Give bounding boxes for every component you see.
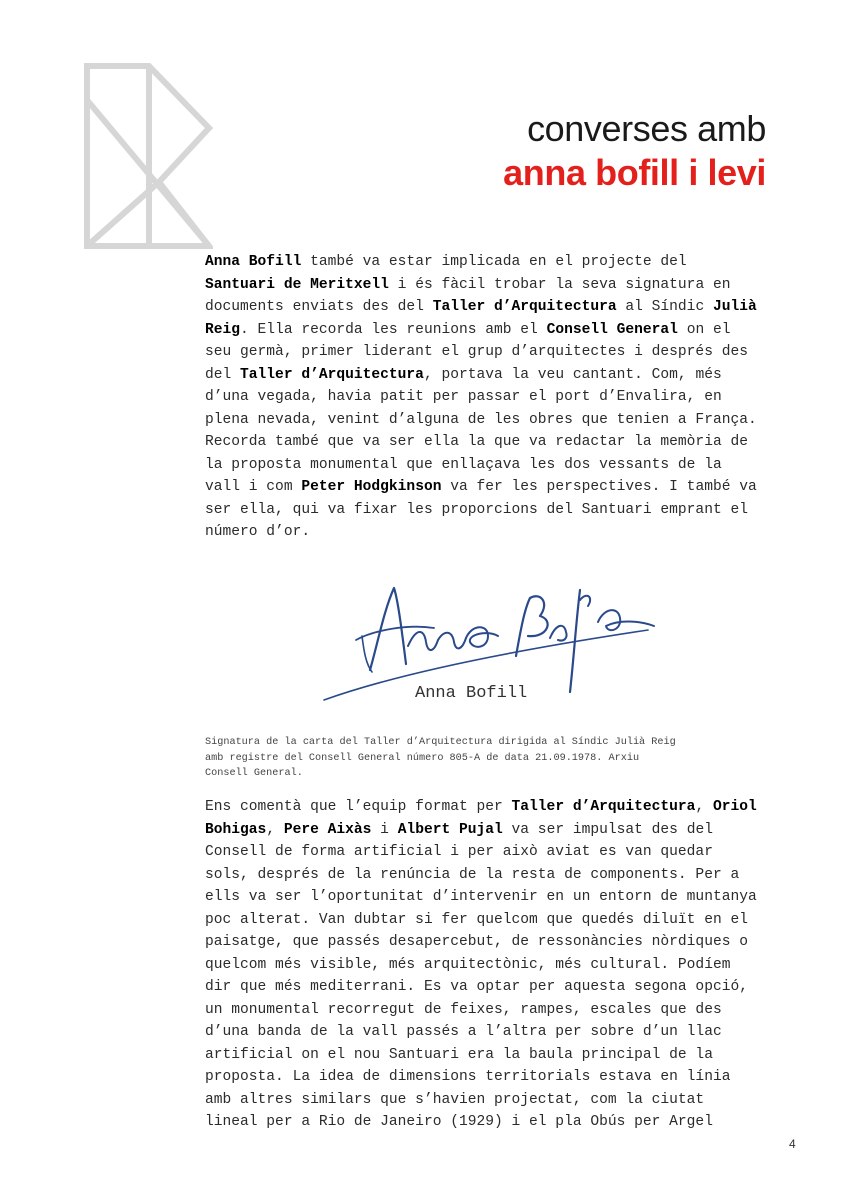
paragraph-line xyxy=(205,886,805,909)
paragraph-line xyxy=(205,1044,805,1067)
paragraph-line xyxy=(205,476,805,499)
text-run: al Síndic xyxy=(616,299,713,315)
paragraph-line xyxy=(205,1111,805,1134)
text-run: Recorda també que va ser ella la que va redactar la memòria de xyxy=(205,434,748,450)
paragraph-line xyxy=(205,864,805,887)
text-run: d’una banda de la vall passés a l’altra per sobre d’un llac xyxy=(205,1024,722,1040)
bold-text: Pere Aixàs xyxy=(283,821,372,838)
paragraph-line xyxy=(205,1066,805,1089)
text-run: artificial on el nou Santuari era la baula principal de la xyxy=(205,1046,713,1063)
text-run: , portava la veu cantant. Com, més xyxy=(423,366,722,383)
paragraph-line xyxy=(205,454,805,477)
paragraph-line xyxy=(205,999,805,1022)
text-run: la proposta monumental que enllaçava les dos vessants de la xyxy=(205,456,722,473)
figure-caption xyxy=(205,735,805,782)
text-run: sols, després de la renúncia de la resta de components. Per a xyxy=(205,866,740,883)
paragraph-line xyxy=(205,409,805,432)
bold-text: Anna Bofill xyxy=(205,254,302,270)
caption-line: Consell General. xyxy=(205,768,303,779)
text-run: dir que més mediterrani. Es va optar per aquesta segona opció, xyxy=(205,979,748,995)
bold-text: Oriol xyxy=(712,799,757,815)
paragraph-line xyxy=(205,1089,805,1112)
text-run: també va estar implicada en el projecte del xyxy=(301,254,687,270)
paragraph-line xyxy=(205,931,805,954)
brand-logo-icon xyxy=(83,62,213,250)
text-run: vall i com xyxy=(205,479,302,495)
paragraph-line xyxy=(205,819,805,842)
bold-text: Peter Hodgkinson xyxy=(301,479,442,495)
paragraph-line xyxy=(205,499,805,522)
paragraph-line xyxy=(205,1021,805,1044)
text-run: un monumental recorregut de feixes, rampes, escales que des xyxy=(205,1001,722,1018)
caption-line: Signatura de la carta del Taller d’Arquitectura dirigida al Síndic Julià Reig xyxy=(205,737,676,748)
text-run: seu germà, primer liderant el grup d’arquitectes i després des xyxy=(205,344,748,360)
paragraph-line xyxy=(205,364,805,387)
bold-text: Santuari de Meritxell xyxy=(205,276,389,293)
text-run: ells va ser l’oportunitat d’intervenir en un entorn de muntanya xyxy=(205,889,757,905)
paragraph-line xyxy=(205,431,805,454)
text-run: . Ella recorda les reunions amb el xyxy=(240,321,547,338)
page-title-line1: converses amb xyxy=(527,108,766,149)
paragraph-line xyxy=(205,274,805,297)
paragraph-line xyxy=(205,841,805,864)
paragraph-line xyxy=(205,521,805,544)
signature-name: Anna Bofill xyxy=(415,684,528,703)
text-run: número d’or. xyxy=(205,524,311,540)
paragraph-line xyxy=(205,976,805,999)
text-run: plena nevada, venint d’alguna de les obres que tenien a França. xyxy=(205,411,757,428)
bold-text: Albert Pujal xyxy=(397,821,503,838)
text-run: Consell de forma artificial i per això aviat es van quedar xyxy=(205,844,713,860)
bold-text: Taller d’Arquitectura xyxy=(240,366,424,383)
paragraph-line xyxy=(205,954,805,977)
text-run: , xyxy=(266,821,284,838)
paragraph-line xyxy=(205,341,805,364)
paragraph-line xyxy=(205,296,805,319)
paragraph-line xyxy=(205,319,805,342)
bold-text: Taller d’Arquitectura xyxy=(432,299,617,315)
text-run: i és fàcil trobar la seva signatura en xyxy=(388,276,731,293)
caption-line: amb registre del Consell General número 805-A de data 21.09.1978. Arxiu xyxy=(205,752,640,764)
text-run: ser ella, qui va fixar les proporcions del Santuari emprant el xyxy=(205,501,748,518)
text-run: paisatge, que passés desapercebut, de ressonàncies nòrdiques o xyxy=(205,934,748,950)
bold-text: Reig xyxy=(205,321,241,338)
text-run: d’una vegada, havia patit per passar el port d’Envalira, en xyxy=(205,389,722,405)
text-run: va fer les perspectives. I també va xyxy=(441,479,757,495)
text-run: amb altres similars que s’havien projectat, com la ciutat xyxy=(205,1091,705,1108)
paragraph-line xyxy=(205,386,805,409)
bold-text: Bohigas xyxy=(205,821,267,838)
paragraph-line xyxy=(205,796,805,819)
body-paragraph-2 xyxy=(205,796,805,1134)
page-title-line2: anna bofill i levi xyxy=(503,152,766,193)
text-run: i xyxy=(371,821,398,838)
text-run: Ens comentà que l’equip format per xyxy=(205,799,512,815)
bold-text: Taller d’Arquitectura xyxy=(511,799,696,815)
paragraph-line xyxy=(205,909,805,932)
paragraph-line xyxy=(205,251,805,274)
text-run: proposta. La idea de dimensions territorials estava en línia xyxy=(205,1069,731,1085)
text-run: , xyxy=(695,799,713,815)
text-run: lineal per a Rio de Janeiro (1929) i el pla Obús per Argel xyxy=(205,1114,713,1130)
text-run: va ser impulsat des del xyxy=(502,821,713,838)
text-run: del xyxy=(205,366,241,383)
text-run: documents enviats des del xyxy=(205,299,433,315)
text-run: quelcom més visible, més arquitectònic, més cultural. Podíem xyxy=(205,956,731,973)
text-run: poc alterat. Van dubtar si fer quelcom que quedés diluït en el xyxy=(205,911,748,928)
text-run: on el xyxy=(677,321,731,338)
bold-text: Consell General xyxy=(546,321,678,338)
body-paragraph-1 xyxy=(205,251,805,544)
page-number: 4 xyxy=(789,1137,796,1151)
bold-text: Julià xyxy=(712,299,757,315)
